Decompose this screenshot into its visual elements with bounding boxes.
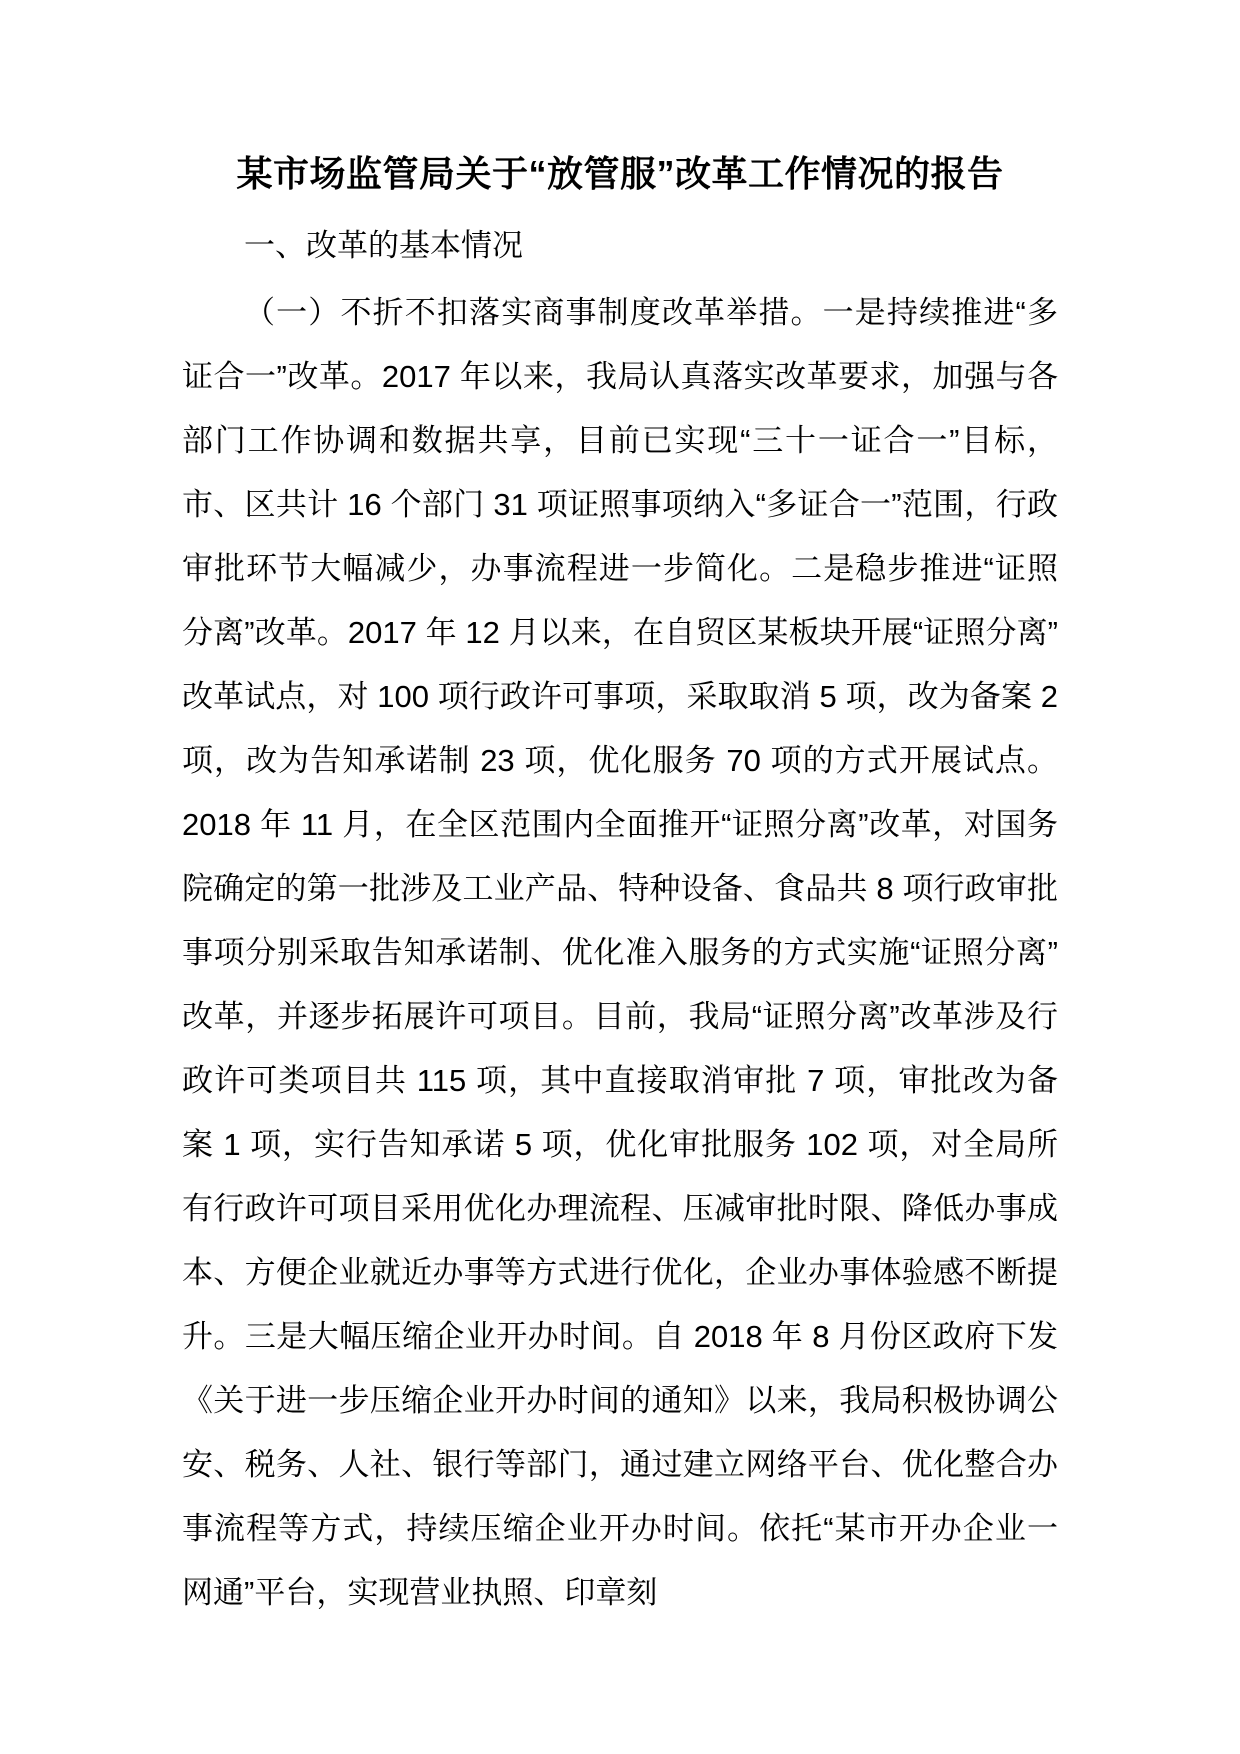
section-heading: 一、改革的基本情况 xyxy=(244,228,523,264)
body-paragraph: （一）不折不扣落实商事制度改革举措。一是持续推进“多证合一”改革。2017 年以来，我局认真落实改革要求，加强与各部门工作协调和数据共享，目前已实现“三十一证合一”目标，市、区共计 16 个部门 31 项证照事项纳入“多证合一”范围，行政审批环节大幅减少，办事流程进一步简化。二是稳步推进“证照分离”改革。2017 年 12 月以来，在自贸区某板块开展“证照分离”改革试点，对 100 项行政许可事项，采取取消 5 项，改为备案 2 项，改为告知承诺制 23 项，优化服务 70 项的方式开展试点。2018 年 11 月，在全区范围内全面推开“证照分离”改革，对国务院确定的第一批涉及工业产品、特种设备、食品共 8 项行政审批事项分别采取告知承诺制、优化准入服务的方式实施“证照分离”改革，并逐步拓展许可项目。目前，我局“证照分离”改革涉及行政许可类项目共 115 项，其中直接取消审批 7 项，审批改为备案 1 项，实行告知承诺 5 项，优化审批服务 102 项，对全局所有行政许可项目采用优化办理流程、压减审批时限、降低办事成本、方便企业就近办事等方式进行优化，企业办事体验感不断提升。三是大幅压缩企业开办时间。自 2018 年 8 月份区政府下发《关于进一步压缩企业开办时间的通知》以来，我局积极协调公安、税务、人社、银行等部门，通过建立网络平台、优化整合办事流程等方式，持续压缩企业开办时间。依托“某市开办企业一网通”平台，实现营业执照、印章刻 xyxy=(182,295,1058,1611)
document-title: 某市场监管局关于“放管服”改革工作情况的报告 xyxy=(236,153,1004,194)
